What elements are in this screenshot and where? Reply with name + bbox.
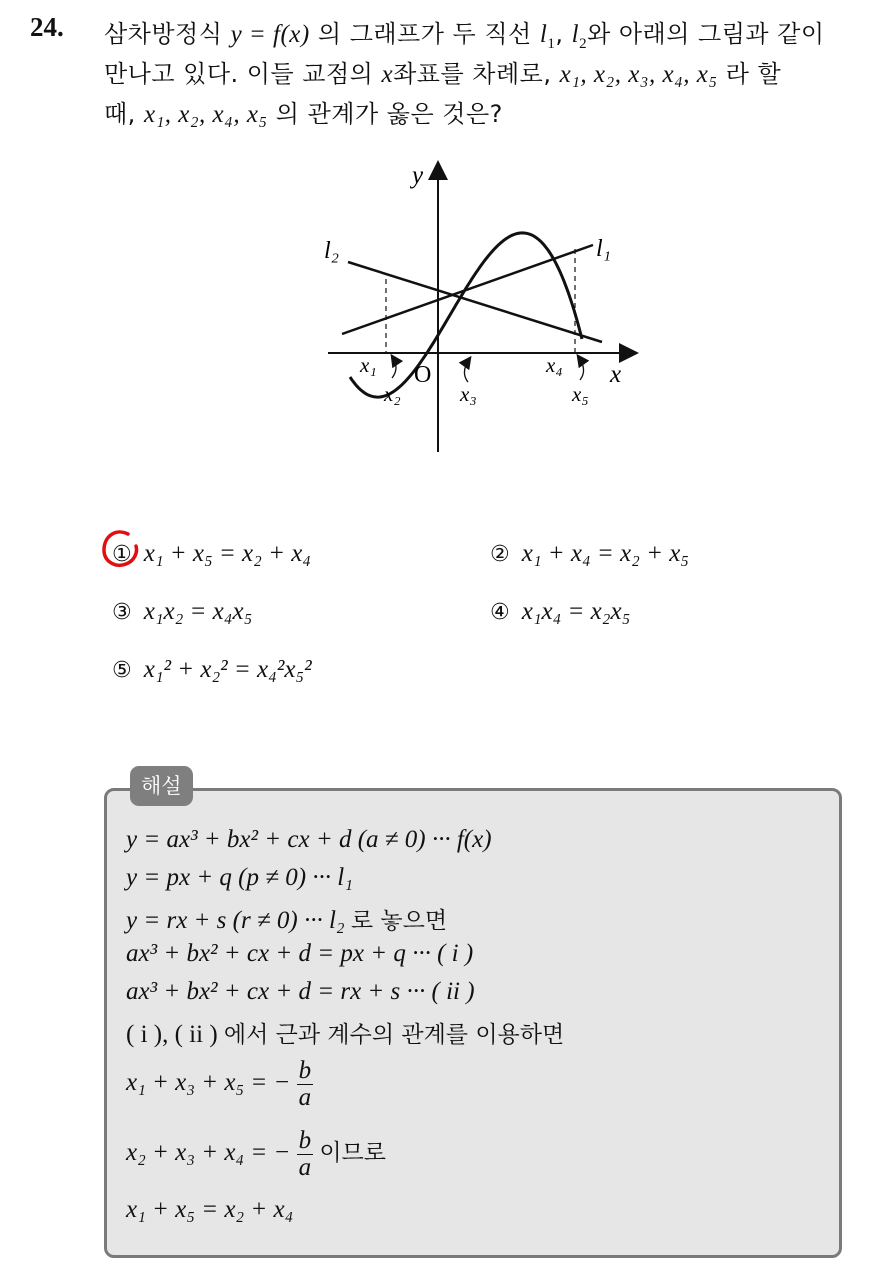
math-expression: x₁ + x₃ + x₅ = − <box>126 1069 291 1097</box>
choice-2[interactable] <box>490 540 689 568</box>
y-axis-label: y <box>412 162 424 189</box>
solution-line-8 <box>126 1128 386 1181</box>
arrow-x2 <box>392 356 396 378</box>
fraction-denominator: a <box>298 1084 312 1111</box>
math-x: x <box>381 61 394 88</box>
math-expression: y = f(x) <box>230 21 310 48</box>
solution-line-1: y = ax³ + bx² + cx + d (a ≠ 0) ··· f(x) <box>126 826 492 853</box>
solution-text: 로 놓으면 <box>350 908 448 934</box>
fraction <box>297 1128 314 1181</box>
line-l1 <box>342 245 593 334</box>
l1-label: l₁ <box>596 236 612 262</box>
cubic-graph-figure <box>310 150 650 460</box>
math-l2: $l_2$ <box>571 21 588 52</box>
choice-expression: x₁ + x₅ = x₂ + x₄ <box>143 540 311 567</box>
x2-label: x₂ <box>384 382 401 406</box>
choice-number: ④ <box>490 600 510 625</box>
solution-text: 에서 근과 계수의 관계를 이용하면 <box>223 1022 565 1048</box>
fraction-denominator: a <box>298 1154 312 1181</box>
math-expression: x₂ + x₃ + x₄ = − <box>126 1139 291 1167</box>
solution-line-9: x₁ + x₅ = x₂ + x₄ <box>126 1196 294 1223</box>
arrow-x5 <box>578 356 584 380</box>
choice-expression: x₁² + x₂² = x₄²x₅² <box>143 656 312 683</box>
choice-5[interactable] <box>112 656 312 684</box>
question-line-2 <box>104 54 781 89</box>
choice-expression: x₁x₂ = x₄x₅ <box>143 598 253 625</box>
origin-label: O <box>414 362 432 388</box>
solution-tag: 해설 <box>130 766 193 806</box>
choice-4[interactable] <box>490 598 630 626</box>
math-expression: x₁, x₂, x₄, x₅ <box>143 101 268 128</box>
x-axis-label: x <box>610 361 622 388</box>
choice-expression: x₁ + x₄ = x₂ + x₅ <box>521 540 689 567</box>
fraction-numerator: b <box>298 1057 312 1084</box>
question-text: 의 그래프가 두 직선 <box>317 20 532 48</box>
l2-label: l₂ <box>324 238 340 264</box>
question-text: 의 관계가 옳은 것은? <box>275 100 503 128</box>
choice-expression: x₁x₄ = x₂x₅ <box>521 598 631 625</box>
solution-line-2: y = px + q (p ≠ 0) ··· l₁ <box>126 864 353 891</box>
choice-3[interactable] <box>112 598 252 626</box>
math-expression: y = rx + s (r ≠ 0) ··· l₂ <box>126 907 345 934</box>
answer-circle-mark <box>98 526 144 572</box>
question-text: 좌표를 차례로, <box>393 60 552 88</box>
question-line-1 <box>104 14 825 53</box>
choice-number: ① <box>112 542 132 567</box>
question-line-3 <box>104 94 503 129</box>
x4-label: x₄ <box>546 353 563 377</box>
math-expression: ( i ), ( ii ) <box>126 1021 218 1048</box>
x3-label: x₃ <box>460 382 477 406</box>
choice-number: ⑤ <box>112 658 132 683</box>
choice-number: ③ <box>112 600 132 625</box>
question-text: 때, <box>104 100 136 128</box>
fraction <box>297 1058 314 1111</box>
question-text: 와 아래의 그림과 같이 <box>587 20 825 48</box>
solution-line-5: ax³ + bx² + cx + d = rx + s ··· ( ii ) <box>126 978 475 1005</box>
solution-line-6 <box>126 1016 564 1049</box>
solution-line-7 <box>126 1058 313 1111</box>
solution-line-4: ax³ + bx² + cx + d = px + q ··· ( i ) <box>126 940 474 967</box>
math-expression: x₁, x₂, x₃, x₄, x₅ <box>559 61 718 88</box>
x5-label: x₅ <box>572 382 589 406</box>
x1-label: x₁ <box>360 353 377 377</box>
comma: , <box>555 20 564 48</box>
solution-text: 이므로 <box>319 1140 386 1167</box>
question-number: 24. <box>30 12 64 42</box>
choice-number: ② <box>490 542 510 567</box>
question-text: 삼차방정식 <box>104 20 223 48</box>
solution-line-3 <box>126 902 447 935</box>
math-l1: $l_1$ <box>539 21 556 52</box>
arrow-x3 <box>464 358 470 382</box>
question-text: 만나고 있다. 이들 교점의 <box>104 60 374 88</box>
question-text: 라 할 <box>725 60 782 88</box>
fraction-numerator: b <box>298 1127 312 1154</box>
